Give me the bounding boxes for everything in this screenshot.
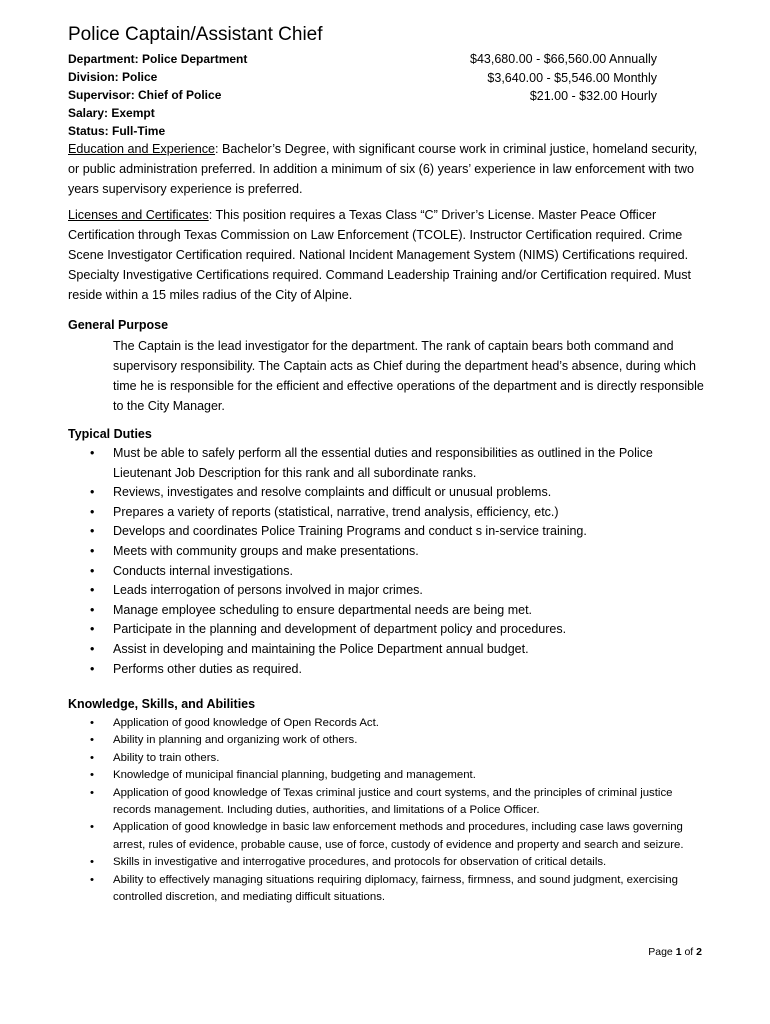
- list-item: • Must be able to safely perform all the essential duties and responsibilities as outlined in the Police Lieutenant Job Description for this rank and all subordinate ranks.: [90, 444, 700, 483]
- education-label: Education and Experience: [68, 142, 216, 156]
- typical-duties-list: [90, 444, 700, 679]
- list-item: • Assist in developing and maintaining the Police Department annual budget.: [90, 640, 700, 660]
- ksa-list: [90, 715, 705, 906]
- general-purpose-heading: General Purpose: [68, 318, 169, 332]
- page-total: 2: [696, 946, 702, 958]
- pay-range: [470, 50, 657, 106]
- list-item: • Skills in investigative and interrogative procedures, and protocols for observation of critical details.: [90, 854, 705, 871]
- general-purpose-text: The Captain is the lead investigator for the department. The rank of captain bears both command and supervisory responsibility. The Captain acts as Chief during the department head’s absence, during which time he is responsible for the efficient and effective operations of the department and is directly responsible to the City Manager.: [113, 339, 704, 413]
- list-item: • Participate in the planning and development of department policy and procedures.: [90, 620, 700, 640]
- licenses-paragraph: [68, 205, 698, 305]
- list-item: • Application of good knowledge in basic law enforcement methods and procedures, including case laws governing arrest, rules of evidence, probable cause, use of force, custody of evidence and property and search and seizure.: [90, 819, 705, 854]
- list-item: • Reviews, investigates and resolve complaints and difficult or unusual problems.: [90, 483, 700, 503]
- of-word: of: [684, 946, 694, 958]
- pay-annual: $43,680.00 - $66,560.00 Annually: [470, 52, 657, 66]
- pay-hourly: $21.00 - $32.00 Hourly: [529, 89, 657, 103]
- typical-duties-heading: Typical Duties: [68, 427, 152, 441]
- list-item: • Leads interrogation of persons involved in major crimes.: [90, 581, 700, 601]
- education-paragraph: [68, 139, 698, 199]
- list-item: • Develops and coordinates Police Training Programs and conduct s in-service training.: [90, 522, 700, 542]
- list-item: • Performs other duties as required.: [90, 660, 700, 680]
- list-item: • Application of good knowledge of Texas criminal justice and court systems, and the principles of criminal justice records management. Including duties, authorities, and limitations of a Police Officer.: [90, 785, 705, 820]
- list-item: • Application of good knowledge of Open Records Act.: [90, 715, 705, 732]
- status-line: Status: Full-Time: [68, 124, 166, 138]
- ksa-heading: Knowledge, Skills, and Abilities: [68, 697, 256, 711]
- licenses-text: : This position requires a Texas Class “C” Driver’s License. Master Peace Officer Certification through Texas Commission on Law Enforcement (TCOLE). Instructor Certification required. Crime Scene Investigator Certification required. National Incident Management System (NIMS) Certifications required. Specialty Investigative Certifications required. Command Leadership Training and/or Certification required. Must reside within a 15 miles radius of the City of Alpine.: [68, 208, 691, 302]
- education-text: : Bachelor’s Degree, with significant course work in criminal justice, homeland security, or public administration preferred. In addition a minimum of six (6) years’ experience in law enforcement with two years supervisory experience is preferred.: [68, 142, 698, 196]
- list-item: • Ability to effectively managing situations requiring diplomacy, fairness, firmness, and sound judgment, exercising controlled discretion, and mediating difficult situations.: [90, 872, 705, 907]
- page-current: 1: [675, 946, 682, 958]
- list-item: • Knowledge of municipal financial planning, budgeting and management.: [90, 767, 705, 784]
- list-item: • Ability to train others.: [90, 750, 705, 767]
- pay-monthly: $3,640.00 - $5,546.00 Monthly: [487, 70, 657, 85]
- page-title: Police Captain/Assistant Chief: [68, 24, 323, 45]
- list-item: • Prepares a variety of reports (statistical, narrative, trend analysis, efficiency, etc.): [90, 503, 700, 523]
- list-item: • Meets with community groups and make presentations.: [90, 542, 700, 562]
- job-meta: [68, 50, 247, 140]
- list-item: • Conducts internal investigations.: [90, 562, 700, 582]
- page-number: [648, 946, 702, 958]
- supervisor-line: Supervisor: Chief of Police: [68, 88, 222, 102]
- list-item: • Ability in planning and organizing work of others.: [90, 732, 705, 749]
- department-line: Department: Police Department: [68, 52, 248, 66]
- licenses-label: Licenses and Certificates: [68, 208, 209, 222]
- list-item: • Manage employee scheduling to ensure departmental needs are being met.: [90, 601, 700, 621]
- division-line: Division: Police: [68, 70, 158, 84]
- page-word: Page: [648, 946, 673, 958]
- salary-line: Salary: Exempt: [68, 106, 155, 120]
